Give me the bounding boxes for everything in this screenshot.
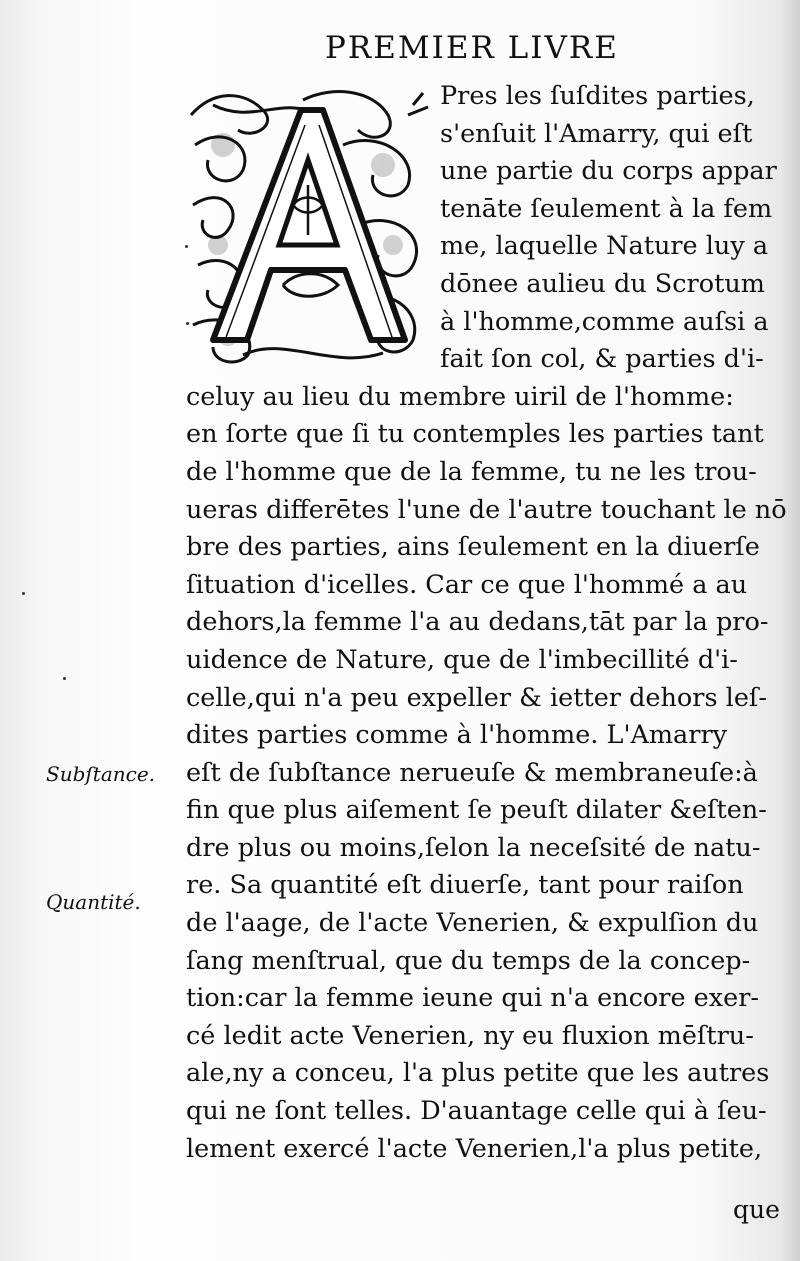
text-line: bre des parties, ains ſeulement en la diuerſe [186,532,760,563]
catchword: que [733,1195,780,1224]
text-line: dre plus ou moins,ſelon la neceſsité de natu- [186,832,761,863]
text-line: de l'homme que de la femme, tu ne les trou- [186,456,757,487]
text-line: re. Sa quantité eſt diuerſe, tant pour raiſon [186,870,744,901]
show-through-text [10,30,200,290]
text-line: eſt de ſubſtance nerueuſe & membraneuſe:à [186,757,758,788]
ink-speck [63,677,66,680]
body-text [186,78,787,1168]
text-line: lement exercé l'acte Venerien,l'a plus petite, [186,1133,763,1164]
text-line: uidence de Nature, que de l'imbecillité d'i- [186,644,738,675]
text-line: Pres les ſuſdites parties, [440,81,755,111]
ink-speck [186,322,189,325]
text-line: ſang menſtrual, que du temps de la concep- [186,945,751,976]
text-line: fait ſon col, & parties d'i- [440,344,764,375]
text-line: cé ledit acte Venerien, ny eu fluxion mēſtru- [186,1020,754,1051]
text-line: tenāte ſeulement à la fem [440,193,773,224]
text-line: qui ne ſont telles. D'auantage celle qui à ſeu- [186,1096,767,1127]
text-line: à l'homme,comme auſsi a [440,306,769,337]
text-line: me, laquelle Nature luy a [440,231,769,262]
text-line: ueras differētes l'une de l'autre touchant le nō [186,494,787,525]
text-line: une partie du corps appar [440,156,777,187]
text-line: dites parties comme à l'homme. L'Amarry [186,720,728,751]
ink-speck [185,245,188,248]
text-line: fin que plus aiſement ſe peuſt dilater &eſten- [186,795,767,826]
margin-note-substance: Subſtance. [46,762,156,786]
margin-note-quantity: Quantité. [46,890,141,914]
text-line: tion:car la femme ieune qui n'a encore exer- [186,983,760,1014]
text-line: de l'aage, de l'acte Venerien, & expulſion du [186,908,759,939]
text-line: dōnee aulieu du Scrotum [440,268,765,299]
text-line: dehors,la femme l'a au dedans,tāt par la pro- [186,607,769,638]
text-line: s'enſuit l'Amarry, qui eſt [440,118,753,149]
running-head: PREMIER LIVRE [325,30,619,66]
text-line: celle,qui n'a peu expeller & ietter dehors leſ- [186,682,767,713]
ink-speck [22,592,25,595]
text-line: celuy au lieu du membre uiril de l'homme: [186,381,734,412]
text-line: ſituation d'icelles. Car ce que l'hommé a au [186,569,748,600]
text-line: en ſorte que ſi tu contemples les parties tant [186,419,764,450]
text-line: ale,ny a conceu, l'a plus petite que les autres [186,1058,770,1089]
